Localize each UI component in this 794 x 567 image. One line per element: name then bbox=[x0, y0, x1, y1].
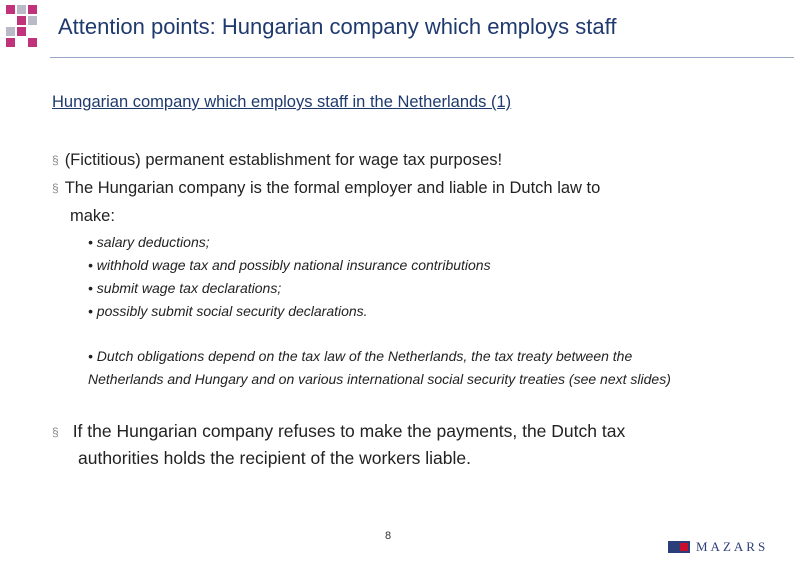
bullet-item-3 bbox=[52, 419, 752, 471]
list-item: • withhold wage tax and possibly national insurance contributions bbox=[88, 257, 491, 273]
bullet-item-2-line2: make: bbox=[70, 207, 115, 225]
slide-title: Attention points: Hungarian company which employs staff bbox=[58, 14, 617, 39]
list-item: • salary deductions; bbox=[88, 234, 210, 250]
bullet-item-3-line1: If the Hungarian company refuses to make the payments, the Dutch tax bbox=[72, 421, 626, 441]
bullet-marker: § bbox=[52, 181, 59, 195]
slide-subtitle: Hungarian company which employs staff in the Netherlands (1) bbox=[52, 93, 512, 111]
mazars-logo-wordmark: MAZARS bbox=[696, 539, 769, 554]
page-number: 8 bbox=[385, 530, 392, 542]
list-item: • submit wage tax declarations; bbox=[88, 280, 282, 296]
bullet-item-2-line1: The Hungarian company is the formal employer and liable in Dutch law to bbox=[64, 179, 601, 197]
decorative-squares-logo bbox=[4, 3, 44, 53]
title-divider bbox=[50, 57, 794, 58]
obligations-note bbox=[88, 345, 778, 391]
bullet-item-3-line2: authorities holds the recipient of the workers liable. bbox=[78, 448, 471, 468]
mazars-logo bbox=[668, 539, 768, 555]
note-line1: • Dutch obligations depend on the tax law of the Netherlands, the tax treaty between the bbox=[88, 348, 633, 364]
bullet-marker: § bbox=[52, 425, 59, 439]
mazars-logo-mark-icon bbox=[668, 541, 690, 553]
note-line2: Netherlands and Hungary and on various international social security treaties (see next slides) bbox=[88, 371, 671, 387]
list-item: • possibly submit social security declarations. bbox=[88, 303, 368, 319]
bullet-marker: § bbox=[52, 153, 59, 167]
bullet-item-1 bbox=[52, 147, 772, 175]
bullet-item-1-text: (Fictitious) permanent establishment for wage tax purposes! bbox=[64, 151, 503, 169]
bullet-item-2 bbox=[52, 175, 772, 230]
sub-item-list bbox=[88, 231, 491, 323]
